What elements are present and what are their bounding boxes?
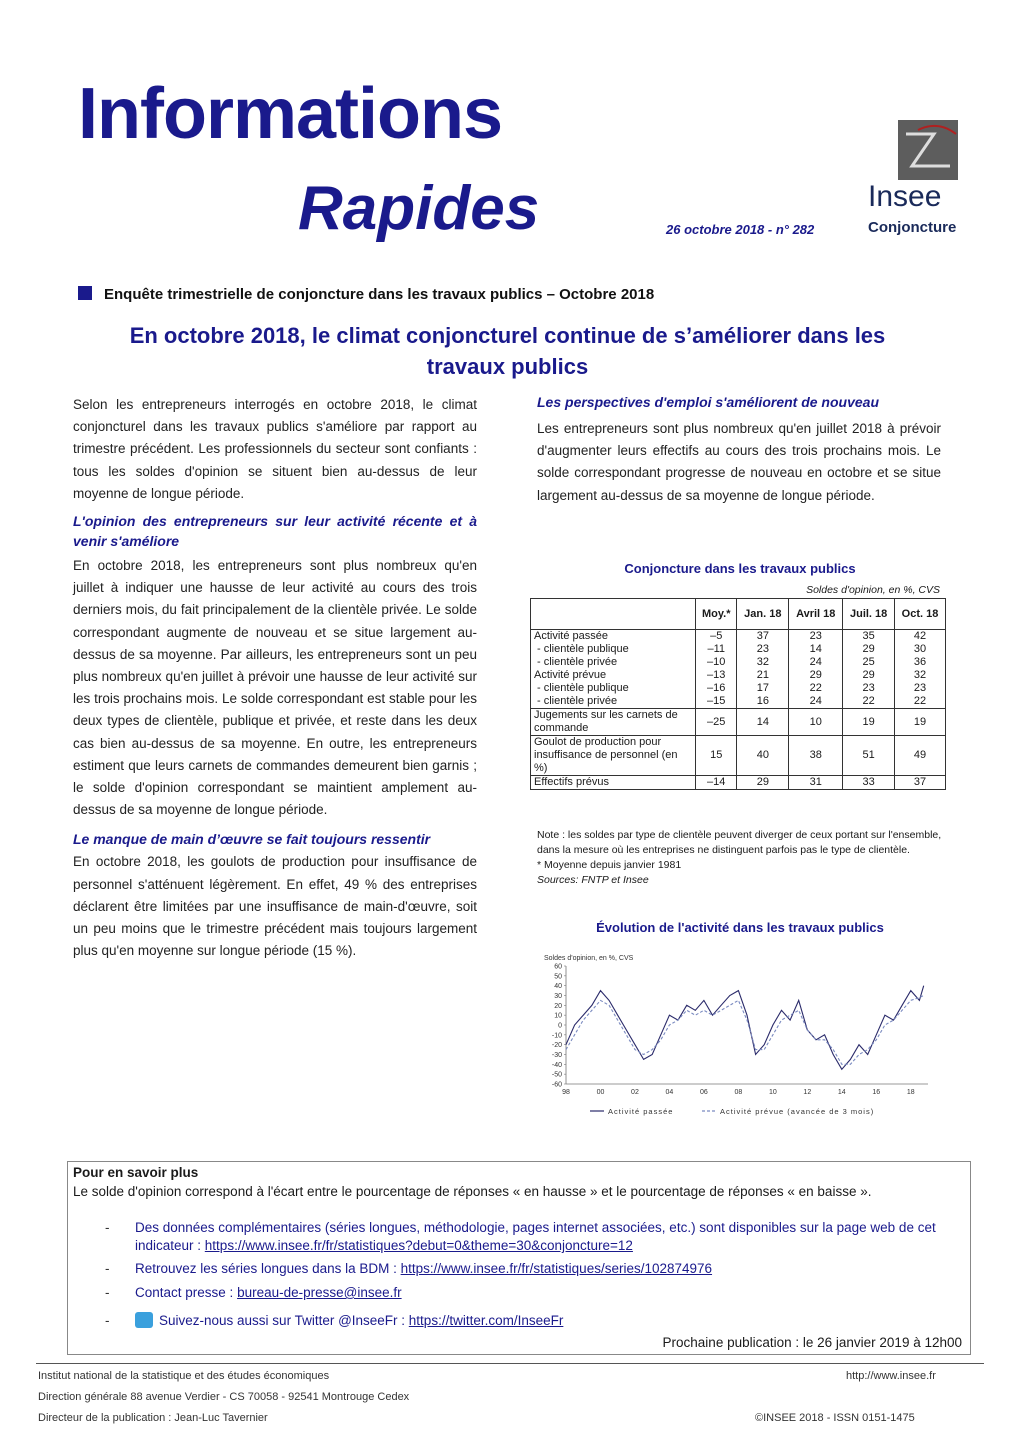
table-row [531, 669, 946, 682]
table-cell: 23 [789, 630, 843, 644]
chart-y-tick-label: 30 [554, 993, 562, 1000]
activity-chart [530, 954, 940, 1119]
dash-bullet: - [105, 1261, 110, 1276]
table-row-label: - clientèle privée [531, 656, 696, 669]
table-cell: 14 [737, 709, 789, 736]
footer-address: Direction générale 88 avenue Verdier - CS 70058 - 92541 Montrouge Cedex [38, 1391, 410, 1403]
table-cell: 42 [894, 630, 945, 644]
chart-series-line [566, 996, 924, 1065]
table-row-label: Goulot de production pour insuffisance de personnel (en %) [531, 736, 696, 776]
table-cell: 22 [894, 695, 945, 709]
table-notes [537, 828, 947, 888]
conjoncture-table [530, 598, 946, 790]
chart-y-tick-label: -10 [551, 1032, 562, 1040]
table-cell: 21 [737, 669, 789, 682]
table-header-cell: Avril 18 [789, 599, 843, 630]
chart-y-tick-label: 10 [554, 1012, 562, 1020]
intro-paragraph: Selon les entrepreneurs interrogés en octobre 2018, le climat conjoncturel dans les travaux publics s'améliore par rapport au trimestre précédent. Les professionnels du secteur sont confiants : tous les soldes d'opinion se situent bien au-dessus de leur moyenne de longue période. [73, 397, 477, 501]
table-cell: 24 [789, 695, 843, 709]
logo-conjoncture: Conjoncture [868, 219, 957, 236]
issue-dateline: 26 octobre 2018 - n° 282 [666, 222, 815, 237]
chart-x-tick-label: 18 [906, 1089, 915, 1096]
table-row [531, 656, 946, 669]
chart-y-tick-label: -50 [551, 1071, 562, 1079]
table-cell: 30 [894, 643, 945, 656]
dash-bullet: - [105, 1285, 110, 1300]
chart-x-tick-label: 10 [768, 1089, 777, 1096]
table-row [531, 630, 946, 644]
chart-x-tick-label: 00 [596, 1089, 605, 1096]
table-row-label: - clientèle publique [531, 643, 696, 656]
table-row-label: Effectifs prévus [531, 776, 696, 790]
table-row [531, 709, 946, 736]
chart-y-label: Soldes d'opinion, en %, CVS [544, 955, 634, 962]
chart-x-tick-label: 06 [700, 1089, 708, 1096]
twitter-icon [135, 1312, 153, 1328]
headline: En octobre 2018, le climat conjoncturel continue de s’améliorer dans les travaux publics [129, 323, 886, 379]
table-cell: –15 [696, 695, 737, 709]
chart-x-tick-label: 04 [665, 1089, 674, 1096]
list-item [105, 1219, 961, 1255]
table-cell: –5 [696, 630, 737, 644]
table-title: Conjoncture dans les travaux publics [624, 561, 856, 576]
survey-line [78, 286, 654, 303]
table-row-label: - clientèle publique [531, 682, 696, 695]
chart-legend-label: Activité passée [608, 1107, 674, 1116]
table-cell: 32 [894, 669, 945, 682]
table-cell: 23 [843, 682, 895, 695]
chart-y-tick-label: -20 [551, 1042, 562, 1050]
insee-logo-mark-icon [898, 120, 958, 180]
table-row [531, 776, 946, 790]
table-cell: 23 [894, 682, 945, 695]
table-cell: 49 [894, 736, 945, 776]
table-row [531, 736, 946, 776]
table-row [531, 643, 946, 656]
info-box-title: Pour en savoir plus [73, 1165, 199, 1180]
info-box-text: Le solde d'opinion correspond à l'écart entre le pourcentage de réponses « en hausse » et le pourcentage de réponses « en baisse ». [73, 1184, 872, 1199]
footer-url[interactable]: http://www.insee.fr [846, 1370, 936, 1382]
table-sources: Sources: FNTP et Insee [537, 874, 649, 886]
table-cell: 40 [737, 736, 789, 776]
table-row-label: - clientèle privée [531, 695, 696, 709]
list-item [105, 1312, 961, 1330]
table-cell: 25 [843, 656, 895, 669]
table-cell: 38 [789, 736, 843, 776]
table-cell: 51 [843, 736, 895, 776]
table-cell: 29 [789, 669, 843, 682]
chart-legend-label: Activité prévue (avancée de 3 mois) [720, 1107, 875, 1116]
table-cell: –11 [696, 643, 737, 656]
chart-y-tick-label: 50 [554, 973, 562, 981]
chart-y-tick-label: 0 [558, 1022, 562, 1030]
table-cell: 31 [789, 776, 843, 790]
activity-paragraph: En octobre 2018, les entrepreneurs sont plus nombreux qu'en juillet à indiquer une hausse de leur activité au cours des trois derniers mois, du fait principalement de la clientèle privée. Le solde correspondant augmente de nouveau et se situe largement au-dessus de sa moyenne. Par ailleurs, les entrepreneurs sont un peu plus nombreux qu'en juillet à prévoir une hausse de leur activité sur les trois prochains mois. Le solde correspondant est stable pour les deux types de clientèle, publique et privée, et reste dans les deux cas bien au-dessus de sa moyenne. En outre, les entrepreneurs estiment que leurs carnets de commandes demeurent bien garnis ; le solde d'opinion correspondant se maintient amplement au-dessus de sa moyenne de longue période. [73, 558, 477, 818]
table-row-label: Jugements sur les carnets de commande [531, 709, 696, 736]
table-cell: 16 [737, 695, 789, 709]
table-row [531, 695, 946, 709]
table-header-cell [531, 599, 696, 630]
survey-line-text: Enquête trimestrielle de conjoncture dans les travaux publics – Octobre 2018 [104, 286, 655, 303]
list-item-text: Des données complémentaires (séries longues, méthodologie, pages internet associées, etc.) sont disponibles sur la page web de cet indicateur : [135, 1220, 936, 1253]
footer-institute: Institut national de la statistique et des études économiques [38, 1370, 330, 1382]
list-item-text: Contact presse : [135, 1285, 238, 1300]
chart-x-tick-label: 12 [803, 1089, 812, 1096]
chart-y-tick-label: -30 [551, 1052, 562, 1059]
footer-director: Directeur de la publication : Jean-Luc Tavernier [38, 1412, 268, 1424]
press-contact-link[interactable]: bureau-de-presse@insee.fr [237, 1285, 402, 1300]
right-column [537, 392, 941, 507]
chart-series-line [566, 986, 924, 1070]
footer-divider [36, 1363, 984, 1364]
chart-y-tick-label: -60 [551, 1081, 562, 1089]
table-cell: 14 [789, 643, 843, 656]
table-cell: 29 [737, 776, 789, 790]
table-cell: –25 [696, 709, 737, 736]
table-header-cell: Juil. 18 [843, 599, 895, 630]
labour-paragraph: En octobre 2018, les goulots de production pour insuffisance de personnel s'atténuent légèrement. En effet, 49 % des entreprises déclarent être limitées par une insuffisance de main-d'œuvre, soit un peu moins que le trimestre précédent mais toujours largement plus qu'en moyenne sur longue période (15 %). [73, 854, 477, 959]
list-item-text: Retrouvez les séries longues dans la BDM : [135, 1261, 401, 1276]
list-item [105, 1260, 961, 1278]
table-cell: –10 [696, 656, 737, 669]
chart-y-tick-label: 40 [554, 983, 562, 991]
chart-y-tick-label: 20 [554, 1002, 562, 1010]
table-header-row [531, 599, 946, 630]
publication-title: Informations [78, 74, 503, 154]
footer-copyright: ©INSEE 2018 - ISSN 0151-1475 [755, 1412, 915, 1424]
square-bullet-icon [78, 286, 92, 300]
left-column [73, 394, 477, 962]
bdm-link[interactable]: https://www.insee.fr/fr/statistiques/series/102874976 [400, 1261, 713, 1276]
list-item [105, 1284, 961, 1302]
next-publication: Prochaine publication : le 26 janvier 2019 à 12h00 [662, 1335, 962, 1350]
table-cell: 19 [894, 709, 945, 736]
table-unit: Soldes d'opinion, en %, CVS [806, 584, 940, 596]
table-cell: 36 [894, 656, 945, 669]
chart-x-tick-label: 14 [837, 1089, 846, 1096]
table-cell: 19 [843, 709, 895, 736]
table-cell: 33 [843, 776, 895, 790]
table-cell: 29 [843, 643, 895, 656]
table-cell: 10 [789, 709, 843, 736]
table-cell: 17 [737, 682, 789, 695]
publication-subtitle: Rapides [298, 174, 540, 243]
chart-y-tick-label: -40 [551, 1061, 562, 1069]
logo-wordmark: Insee [868, 180, 942, 213]
table-cell: 29 [843, 669, 895, 682]
table-cell: 37 [894, 776, 945, 790]
employment-paragraph: Les entrepreneurs sont plus nombreux qu'en juillet 2018 à prévoir d'augmenter leurs effectifs au cours des trois prochains mois. Le solde correspondant progresse de nouveau en octobre et se situe largement au-dessus de sa moyenne de longue période. [537, 421, 941, 503]
dash-bullet: - [105, 1220, 110, 1235]
table-row-label: Activité passée [531, 630, 696, 644]
table-cell: –13 [696, 669, 737, 682]
table-header-cell: Oct. 18 [894, 599, 945, 630]
list-item-text: Suivez-nous aussi sur Twitter @InseeFr : [159, 1313, 409, 1328]
table-cell: –14 [696, 776, 737, 790]
chart-x-tick-label: 02 [631, 1089, 639, 1096]
table-note-average: * Moyenne depuis janvier 1981 [537, 859, 682, 871]
table-header-cell: Moy.* [696, 599, 737, 630]
table-note: Note : les soldes par type de clientèle peuvent diverger de ceux portant sur l'ensemble, dans la mesure où les entreprises ne distinguent parfois pas le type de clientèle. [537, 829, 942, 856]
table-cell: –16 [696, 682, 737, 695]
table-cell: 35 [843, 630, 895, 644]
indicator-page-link[interactable]: https://www.insee.fr/fr/statistiques?debut=0&theme=30&conjoncture=12 [204, 1238, 633, 1253]
table-cell: 22 [789, 682, 843, 695]
chart-x-tick-label: 16 [872, 1089, 881, 1096]
table-cell: 15 [696, 736, 737, 776]
insee-logo [868, 120, 968, 237]
table-row-label: Activité prévue [531, 669, 696, 682]
section-heading-employment: Les perspectives d'emploi s'améliorent de nouveau [537, 394, 879, 410]
table-row [531, 682, 946, 695]
section-heading-labour: Le manque de main d’œuvre se fait toujours ressentir [73, 831, 431, 848]
table-cell: 32 [737, 656, 789, 669]
table-cell: 22 [843, 695, 895, 709]
table-cell: 23 [737, 643, 789, 656]
table-cell: 37 [737, 630, 789, 644]
chart-x-tick-label: 08 [734, 1089, 743, 1096]
dash-bullet: - [105, 1313, 110, 1328]
chart-x-tick-label: 98 [562, 1089, 570, 1096]
section-heading-activity: L'opinion des entrepreneurs sur leur activité récente et à venir s'améliore [73, 513, 477, 550]
chart-y-tick-label: 60 [554, 963, 562, 971]
chart-title: Évolution de l'activité dans les travaux publics [596, 920, 884, 935]
table-header-cell: Jan. 18 [737, 599, 789, 630]
table-cell: 24 [789, 656, 843, 669]
twitter-link[interactable]: https://twitter.com/InseeFr [408, 1313, 564, 1328]
